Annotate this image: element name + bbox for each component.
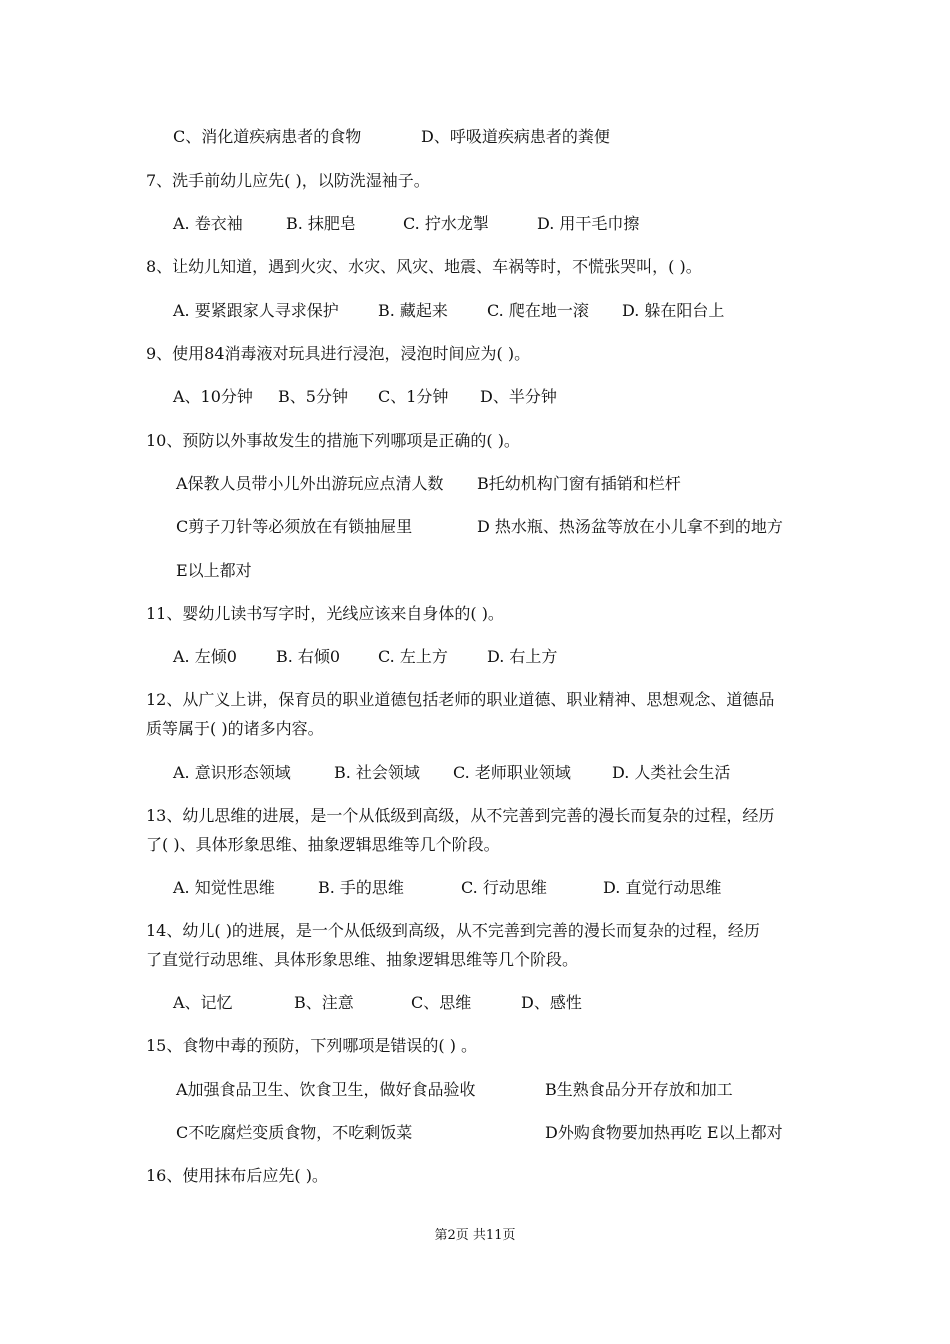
option-c: C. 拧水龙掣	[403, 214, 489, 233]
option-a: A加强食品卫生、饮食卫生，做好食品验收	[176, 1080, 476, 1099]
option-c: C、1分钟	[378, 387, 449, 406]
option-a: A. 知觉性思维	[173, 878, 275, 897]
question-text: 了( )、具体形象思维、抽象逻辑思维等几个阶段。	[146, 835, 500, 854]
option-d: D. 躲在阳台上	[622, 301, 725, 320]
option-b: B. 抹肥皂	[286, 214, 356, 233]
question-text: 质等属于( )的诸多内容。	[146, 719, 324, 738]
option-d: D. 人类社会生活	[612, 763, 731, 782]
option-a: A、记忆	[173, 993, 233, 1012]
option-d: D、半分钟	[480, 387, 557, 406]
option-b: B、注意	[294, 993, 354, 1012]
option-d: D. 用干毛巾擦	[537, 214, 640, 233]
option-e: E以上都对	[176, 561, 252, 580]
page-footer: 第2页 共11页	[434, 1228, 516, 1243]
option-a: A. 卷衣袖	[173, 214, 243, 233]
option-c: C. 左上方	[378, 647, 448, 666]
question-text: 10、预防以外事故发生的措施下列哪项是正确的( )。	[146, 431, 520, 450]
question-text: 7、洗手前幼儿应先( )，以防洗湿袖子。	[146, 171, 430, 190]
option-b: B. 右倾0	[276, 647, 341, 666]
question-text: 11、婴幼儿读书写字时，光线应该来自身体的( )。	[146, 604, 504, 623]
option-a: A保教人员带小儿外出游玩应点清人数	[176, 474, 444, 493]
option-d: D 热水瓶、热汤盆等放在小儿拿不到的地方	[477, 517, 783, 536]
option-c: C. 行动思维	[461, 878, 547, 897]
option-a: A. 意识形态领域	[173, 763, 291, 782]
option-b: B. 手的思维	[318, 878, 404, 897]
option-d: D. 直觉行动思维	[603, 878, 722, 897]
option-b: B生熟食品分开存放和加工	[545, 1080, 733, 1099]
question-text: 12、从广义上讲，保育员的职业道德包括老师的职业道德、职业精神、思想观念、道德品	[146, 690, 775, 709]
option-b: B、5分钟	[278, 387, 348, 406]
option-c: C、思维	[411, 993, 472, 1012]
option-d: D. 右上方	[487, 647, 558, 666]
option-b: B托幼机构门窗有插销和栏杆	[477, 474, 681, 493]
option-d-e: D外购食物要加热再吃 E以上都对	[545, 1123, 783, 1142]
question-text: 了直觉行动思维、具体形象思维、抽象逻辑思维等几个阶段。	[146, 950, 579, 969]
option-b: B. 社会领域	[334, 763, 420, 782]
question-text: 9、使用84消毒液对玩具进行浸泡，浸泡时间应为( )。	[146, 344, 531, 363]
option-c: C剪子刀针等必须放在有锁抽屉里	[176, 517, 413, 536]
option-d: D、呼吸道疾病患者的粪便	[421, 127, 610, 146]
question-text: 8、让幼儿知道，遇到火灾、水灾、风灾、地震、车祸等时，不慌张哭叫，( )。	[146, 257, 702, 276]
question-text: 15、食物中毒的预防，下列哪项是错误的( ) 。	[146, 1036, 478, 1055]
option-c: C不吃腐烂变质食物，不吃剩饭菜	[176, 1123, 413, 1142]
option-c: C、消化道疾病患者的食物	[173, 127, 362, 146]
option-a: A、10分钟	[173, 387, 253, 406]
option-a: A. 要紧跟家人寻求保护	[173, 301, 339, 320]
option-d: D、感性	[521, 993, 582, 1012]
question-text: 14、幼儿( )的进展，是一个从低级到高级，从不完善到完善的漫长而复杂的过程，经历	[146, 921, 760, 940]
option-c: C. 老师职业领域	[453, 763, 571, 782]
option-b: B. 藏起来	[378, 301, 448, 320]
option-a: A. 左倾0	[173, 647, 237, 666]
question-text: 16、使用抹布后应先( )。	[146, 1166, 328, 1185]
question-text: 13、幼儿思维的进展，是一个从低级到高级，从不完善到完善的漫长而复杂的过程，经历	[146, 806, 775, 825]
option-c: C. 爬在地一滚	[487, 301, 589, 320]
